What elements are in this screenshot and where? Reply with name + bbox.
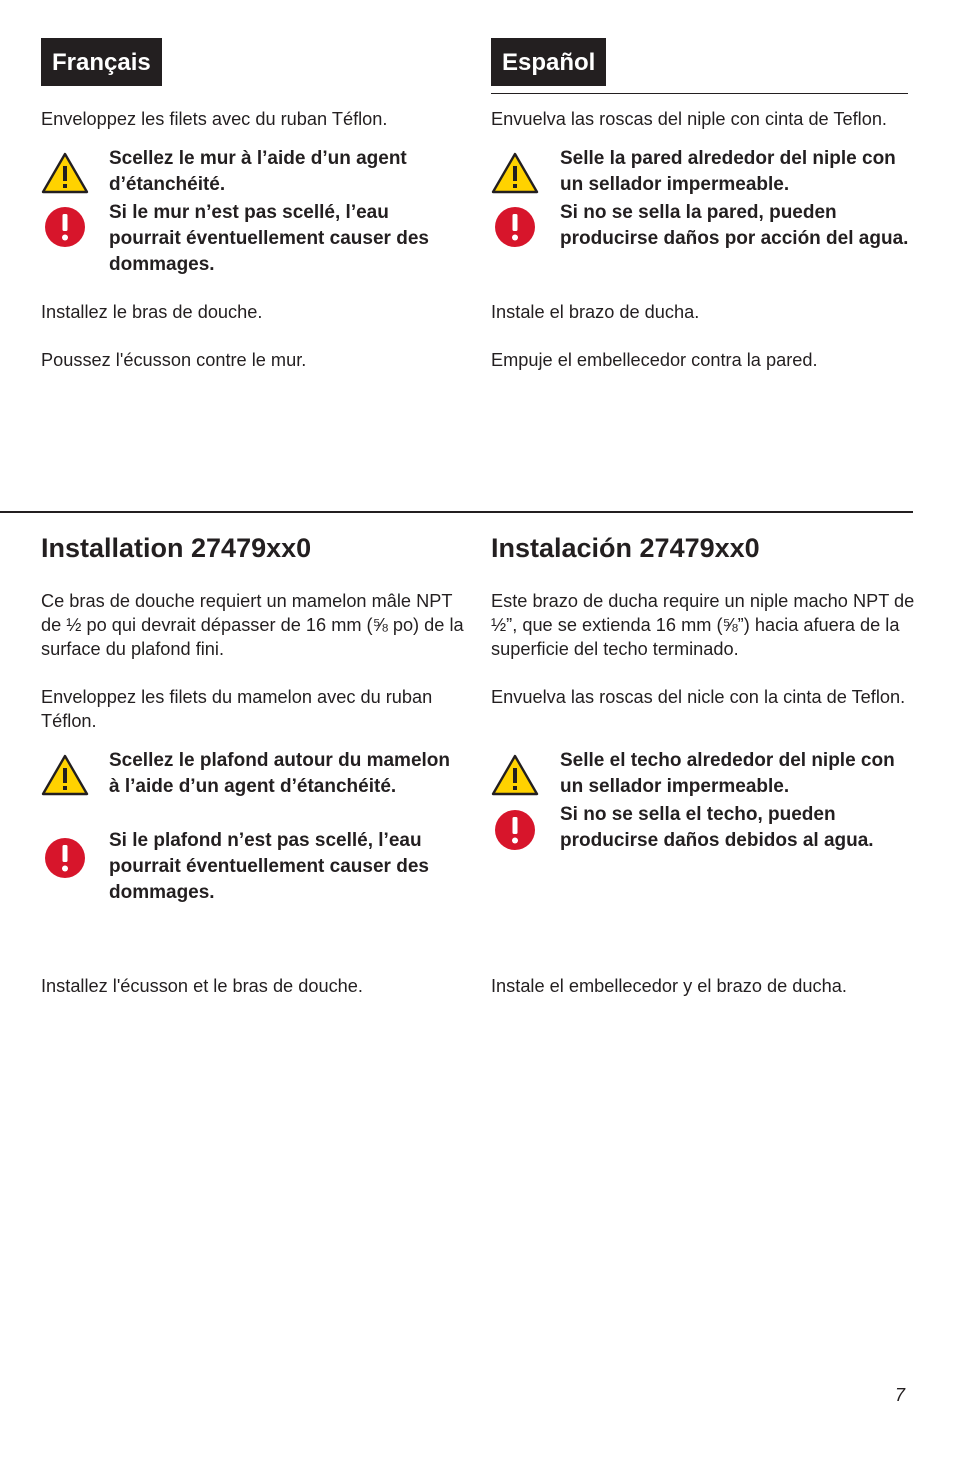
- es-push-escutcheon-text: Empuje el embellecedor contra la pared.: [491, 350, 818, 370]
- page-number: 7: [895, 1385, 906, 1405]
- es-seal-ceiling-warning: Selle el techo alrededor del niple con un sellador impermeable.: [560, 750, 895, 797]
- danger-exclamation-icon: [43, 205, 91, 249]
- es-water-damage-warning: Si no se sella la pared, pueden producirse daños por acción del agua.: [560, 202, 909, 249]
- es-install-escutcheon-text: Instale el embellecedor y el brazo de ducha.: [491, 976, 847, 996]
- es-installation-title: Instalación 27479xx0: [491, 533, 760, 563]
- es-ceiling-damage-warning: Si no se sella el techo, pueden producirse daños debidos al agua.: [560, 804, 874, 851]
- fr-install-arm-text: Installez le bras de douche.: [41, 302, 263, 322]
- danger-exclamation-icon: [493, 205, 541, 249]
- es-wrap-nipple-text: Envuelva las roscas del nicle con la cinta de Teflon.: [491, 687, 906, 707]
- fr-water-damage-warning: Si le mur n’est pas scellé, l’eau pourrait éventuellement causer des dommages.: [109, 202, 429, 275]
- danger-exclamation-icon: [493, 808, 541, 852]
- lang-tag-spanish: Español: [491, 38, 606, 86]
- fr-seal-ceiling-warning: Scellez le plafond autour du mamelon à l’aide d’un agent d’étanchéité.: [109, 750, 450, 797]
- fr-install-escutcheon-text: Installez l'écusson et le bras de douche.: [41, 976, 363, 996]
- warning-triangle-icon: [491, 754, 539, 798]
- fr-wrap-nipple-text: Enveloppez les filets du mamelon avec du ruban Téflon.: [41, 687, 433, 731]
- lang-tag-french: Français: [41, 38, 162, 86]
- danger-exclamation-icon: [43, 836, 91, 880]
- fr-seal-wall-warning: Scellez le mur à l’aide d’un agent d’étanchéité.: [109, 148, 407, 195]
- fr-nipple-requirement-text: Ce bras de douche requiert un mamelon mâle NPT de ½ po qui devrait dépasser de 16 mm (⅝ po) de la surface du plafond fini.: [41, 591, 464, 659]
- spanish-header-rule: [491, 93, 908, 94]
- es-seal-wall-warning: Selle la pared alrededor del niple con un sellador impermeable.: [560, 148, 896, 195]
- warning-triangle-icon: [41, 754, 89, 798]
- warning-triangle-icon: [41, 152, 89, 196]
- fr-wrap-threads-text: Enveloppez les filets avec du ruban Téflon.: [41, 109, 388, 129]
- fr-ceiling-damage-warning: Si le plafond n’est pas scellé, l’eau pourrait éventuellement causer des dommages.: [109, 830, 429, 903]
- fr-push-escutcheon-text: Poussez l'écusson contre le mur.: [41, 350, 307, 370]
- es-install-arm-text: Instale el brazo de ducha.: [491, 302, 700, 322]
- es-nipple-requirement-text: Este brazo de ducha require un niple macho NPT de ½”, que se extienda 16 mm (⅝”) hacia afuera de la superficie del techo terminado.: [491, 591, 915, 659]
- es-wrap-threads-text: Envuelva las roscas del niple con cinta de Teflon.: [491, 109, 887, 129]
- section-divider: [0, 511, 913, 513]
- fr-installation-title: Installation 27479xx0: [41, 533, 312, 563]
- warning-triangle-icon: [491, 152, 539, 196]
